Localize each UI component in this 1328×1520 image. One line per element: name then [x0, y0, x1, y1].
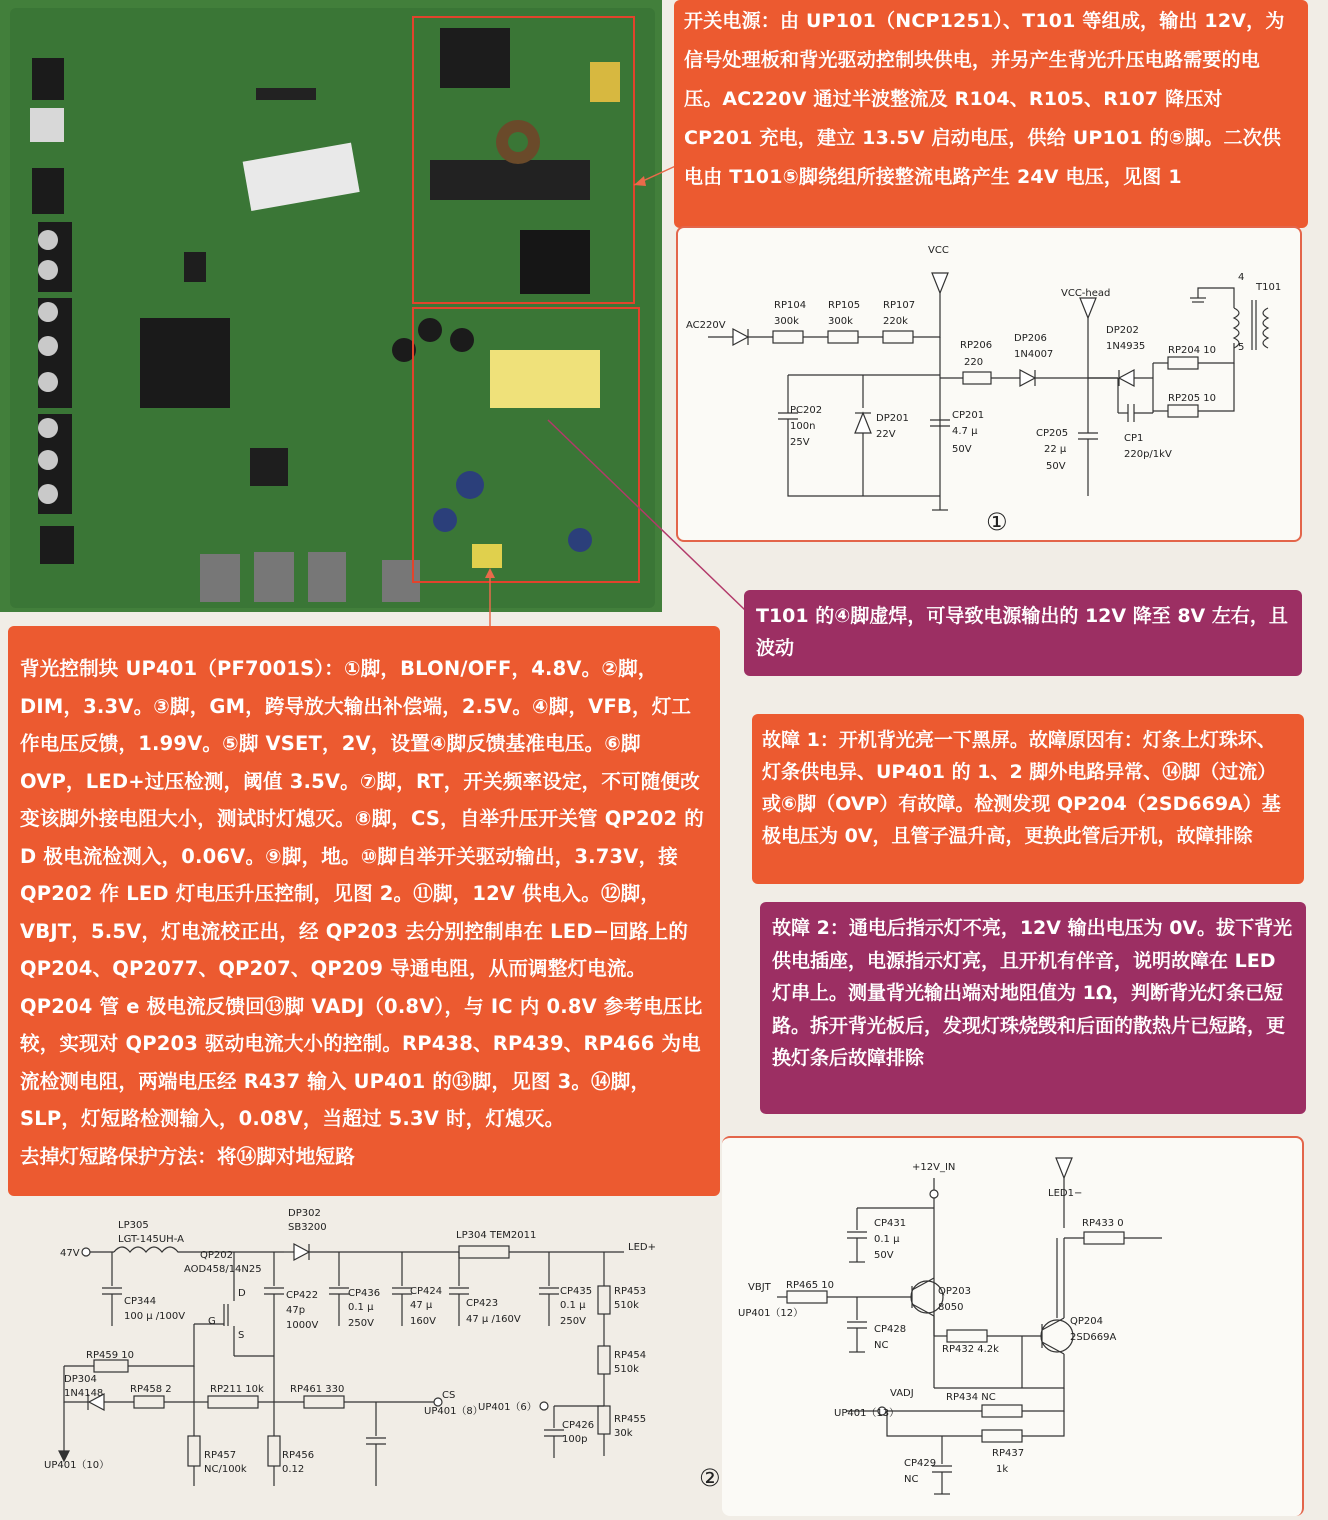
fig2-rp454v: 510k	[614, 1364, 639, 1375]
fig1-cp205v2: 50V	[1046, 461, 1066, 472]
fig2-up401-10: UP401（10）	[44, 1460, 110, 1471]
fig3-led1: LED1−	[1048, 1188, 1083, 1199]
fig1-pin5: 5	[1238, 342, 1245, 353]
fig1-vcchead: VCC-head	[1061, 288, 1111, 299]
fig1-rp206v: 220	[964, 357, 984, 368]
fig1-dp202v: 1N4935	[1106, 341, 1146, 352]
fig3-qp203v: 8050	[938, 1302, 964, 1313]
fig2-cp422: CP422	[286, 1290, 319, 1301]
fig2-cp422v1: 47p	[286, 1305, 306, 1316]
fig2-rp455v: 30k	[614, 1428, 633, 1439]
fig2-ledp: LED+	[628, 1242, 656, 1253]
fig2-cp423v: 47 μ /160V	[466, 1314, 521, 1325]
fig2-rp211: RP211 10k	[210, 1384, 264, 1395]
fig1-rp205: RP205 10	[1168, 393, 1216, 404]
fig3-cp429v: NC	[904, 1474, 919, 1485]
fig1-cp205v1: 22 μ	[1044, 444, 1067, 455]
fig2-rp453: RP453	[614, 1286, 647, 1297]
fig3-qp204: QP204	[1070, 1316, 1103, 1327]
fig1-cp205: CP205	[1036, 428, 1069, 439]
fig2-cp435v2: 250V	[560, 1316, 586, 1327]
fig1-dp206: DP206	[1014, 333, 1047, 344]
fig2-lp305v: LGT-145UH-A	[118, 1234, 184, 1245]
fig1-pc202: PC202	[790, 405, 823, 416]
figure-1-number: ①	[986, 508, 1008, 536]
fig3-cp431v2: 50V	[874, 1250, 894, 1261]
fig2-cp423: CP423	[466, 1298, 499, 1309]
fig3-rp433: RP433 0	[1082, 1218, 1124, 1229]
figure-3-panel	[722, 1136, 1304, 1516]
figure-2-schematic	[14, 1196, 724, 1516]
fig1-rp104v: 300k	[774, 316, 799, 327]
figure-2-panel	[14, 1196, 724, 1516]
fig2-rp459: RP459 10	[86, 1350, 134, 1361]
fig3-cp429: CP429	[904, 1458, 937, 1469]
fig2-cp435: CP435	[560, 1286, 593, 1297]
fig2-g: G	[208, 1316, 216, 1327]
fig1-dp201v: 22V	[876, 429, 896, 440]
fig3-rp437v: 1k	[996, 1464, 1009, 1475]
fig2-rp454: RP454	[614, 1350, 647, 1361]
fig2-rp458: RP458 2	[130, 1384, 172, 1395]
fig2-cp436v2: 250V	[348, 1318, 374, 1329]
fig3-qp204v: 2SD669A	[1070, 1332, 1117, 1343]
fig1-rp206: RP206	[960, 340, 993, 351]
fig2-d: D	[238, 1288, 246, 1299]
backlight-control-text: 背光控制块 UP401（PF7001S）：①脚，BLON/OFF，4.8V。②脚，DIM，3.3V。③脚，GM，跨导放大输出补偿端，2.5V。④脚，VFB，灯工作电压反馈，1.99V。⑤脚 VSET，2V，设置④脚反馈基准电压。⑥脚 OVP，LED+过压检测，阈值 3.5V。⑦脚，RT，开关频率设定，不可随便改变该脚外接电阻大小，测试时灯熄灭。⑧脚，CS，自举升压开关管 QP202 的 D 极电流检测入，0.06V。⑨脚，地。⑩脚自举开关驱动输出，3.73V，接 QP202 作 LED 灯电压升压控制，见图 2。⑪脚，12V 供电入。⑫脚，VBJT，5.5V，灯电流校正出，经 QP203 去分别控制串在 LED−回路上的 QP204、QP2077、QP207、QP209 导通电阻，从而调整灯电流。QP204 管 e 极电流反馈回⑬脚 VADJ（0.8V），与 IC 内 0.8V 参考电压比较，实现对 QP203 驱动电流大小的控制。RP438、RP439、RP466 为电流检测电阻，两端电压经 R437 输入 UP401 的⑬脚，见图 3。⑭脚，SLP，灯短路检测输入，0.08V，当超过 5.3V 时，灯熄灭。	[20, 657, 704, 1130]
fig1-dp206v: 1N4007	[1014, 349, 1054, 360]
figure-1-panel	[676, 226, 1302, 542]
fig1-t101: T101	[1256, 282, 1282, 293]
fig1-rp104: RP104	[774, 300, 807, 311]
fig2-up401-6: UP401（6）	[478, 1402, 537, 1413]
fig2-cp424: CP424	[410, 1286, 443, 1297]
fig2-cp426: CP426	[562, 1420, 595, 1431]
pcb-illustration	[0, 0, 662, 612]
fig1-pin4: 4	[1238, 272, 1245, 283]
fault-1-box	[752, 714, 1304, 884]
fig2-cp424v1: 47 μ	[410, 1300, 433, 1311]
figure-3-schematic	[722, 1138, 1302, 1514]
fig1-vcc: VCC	[928, 245, 949, 256]
pcb-photo	[0, 0, 662, 612]
fig1-cp1: CP1	[1124, 433, 1144, 444]
backlight-control-description	[8, 626, 720, 1196]
fig1-rp107: RP107	[883, 300, 916, 311]
fig3-vbjt: VBJT	[748, 1282, 771, 1293]
fig2-dp304: DP304	[64, 1374, 97, 1385]
t101-note	[744, 590, 1302, 676]
fig1-cp201v2: 50V	[952, 444, 972, 455]
fig2-lp304: LP304 TEM2011	[456, 1230, 537, 1241]
fault-1-text: 故障 1：开机背光亮一下黑屏。故障原因有：灯条上灯珠坏、灯条供电异、UP401 的 1、2 脚外电路异常、⑭脚（过流）或⑥脚（OVP）有故障。检测发现 QP204（2SD669A）基极电压为 0V，且管子温升高，更换此管后开机，故障排除	[762, 729, 1281, 847]
fig2-rp457v: NC/100k	[204, 1464, 247, 1475]
figure-2-number: ②	[699, 1464, 721, 1492]
fig2-rp456v: 0.12	[282, 1464, 305, 1475]
fig2-rp461: RP461 330	[290, 1384, 345, 1395]
fig2-cp344v: 100 μ /100V	[124, 1311, 186, 1322]
fig3-rp432: RP432 4.2k	[942, 1344, 999, 1355]
fig3-cp431v1: 0.1 μ	[874, 1234, 900, 1245]
fig2-rp456: RP456	[282, 1450, 315, 1461]
fig1-ac: AC220V	[686, 320, 726, 331]
fig2-qp202v: AOD458/14N25	[184, 1264, 262, 1275]
fig1-rp107v: 220k	[883, 316, 908, 327]
fig2-cp344: CP344	[124, 1296, 157, 1307]
fig1-dp202: DP202	[1106, 325, 1139, 336]
fig3-qp203: QP203	[938, 1286, 971, 1297]
fig3-cp428v: NC	[874, 1340, 889, 1351]
fig3-rp434: RP434 NC	[946, 1392, 996, 1403]
fig2-cp422v2: 1000V	[286, 1320, 319, 1331]
fig1-cp201v1: 4.7 μ	[952, 426, 978, 437]
fig3-cp428: CP428	[874, 1324, 907, 1335]
fig2-qp202: QP202	[200, 1250, 233, 1261]
fig3-vadj: VADJ	[890, 1388, 914, 1399]
fig1-pc202v2: 25V	[790, 437, 810, 448]
fig2-up401-8: UP401（8）	[424, 1406, 483, 1417]
fig1-cp1v: 220p/1kV	[1124, 449, 1172, 460]
fig2-v47: 47V	[60, 1248, 80, 1259]
fig3-up401-13: UP401（13）	[834, 1408, 900, 1419]
fig2-dp304v: 1N4148	[64, 1388, 104, 1399]
fig3-up401-12: UP401（12）	[738, 1308, 804, 1319]
power-supply-text: 开关电源：由 UP101（NCP1251）、T101 等组成，输出 12V，为信号处理板和背光驱动控制块供电，并另产生背光升压电路需要的电压。AC220V 通过半波整流及 R104、R105、R107 降压对 CP201 充电，建立 13.5V 启动电压，供给 UP101 的⑤脚。二次供电由 T101⑤脚绕组所接整流电路产生 24V 电压，见图 1	[684, 10, 1285, 188]
fig2-rp455: RP455	[614, 1414, 647, 1425]
fig2-cp436: CP436	[348, 1288, 381, 1299]
fig2-dp302v: SB3200	[288, 1222, 327, 1233]
fig2-cp424v2: 160V	[410, 1316, 436, 1327]
fig2-lp305: LP305	[118, 1220, 149, 1231]
fig2-cp435v1: 0.1 μ	[560, 1300, 586, 1311]
fault-2-box	[760, 902, 1306, 1114]
fig2-cp436v1: 0.1 μ	[348, 1302, 374, 1313]
fig1-rp105: RP105	[828, 300, 861, 311]
fig3-v12: +12V_IN	[912, 1162, 956, 1173]
t101-note-text: T101 的④脚虚焊，可导致电源输出的 12V 降至 8V 左右，且波动	[756, 605, 1288, 659]
fig1-rp204: RP204 10	[1168, 345, 1216, 356]
fig3-rp465: RP465 10	[786, 1280, 834, 1291]
fig1-dp201: DP201	[876, 413, 909, 424]
fig2-dp302: DP302	[288, 1208, 321, 1219]
fault-2-text: 故障 2：通电后指示灯不亮，12V 输出电压为 0V。拔下背光供电插座，电源指示灯亮，且开机有伴音，说明故障在 LED 灯串上。测量背光输出端对地阻值为 1Ω，判断背光灯条已短路。拆开背光板后，发现灯珠烧毁和后面的散热片已短路，更换灯条后故障排除	[772, 917, 1293, 1069]
fig3-cp431: CP431	[874, 1218, 907, 1229]
fig2-cs: CS	[442, 1390, 456, 1401]
fig1-cp201: CP201	[952, 410, 985, 421]
power-supply-description	[674, 0, 1308, 228]
short-protect-removal: 去掉灯短路保护方法：将⑭脚对地短路	[20, 1144, 355, 1168]
fig3-rp437: RP437	[992, 1448, 1025, 1459]
fig1-rp105v: 300k	[828, 316, 853, 327]
figure-1-schematic	[678, 228, 1300, 540]
fig2-rp457: RP457	[204, 1450, 237, 1461]
fig1-pc202v1: 100n	[790, 421, 816, 432]
fig2-s: S	[238, 1330, 245, 1341]
fig2-cp426v: 100p	[562, 1434, 588, 1445]
fig2-rp453v: 510k	[614, 1300, 639, 1311]
